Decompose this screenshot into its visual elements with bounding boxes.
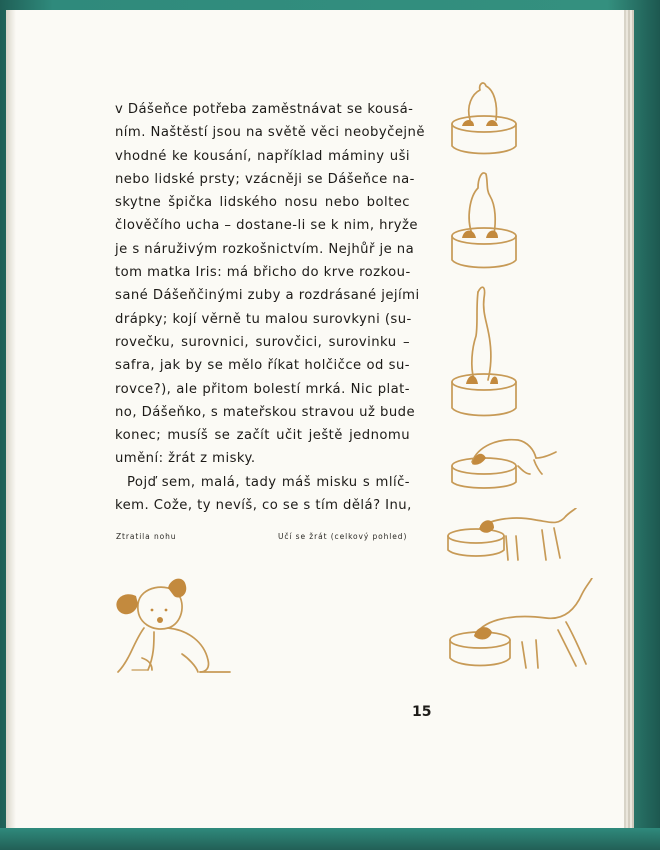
text-line: kem. Cože, ty nevíš, co se s tím dělá? Inu,: [115, 498, 412, 514]
text-line: no, Dášeňko, s mateřskou stravou už bude: [115, 404, 416, 420]
book-cover-bottom-edge: [0, 828, 660, 850]
text-line: člověčího ucha – dostane-li se k nim, hryže: [115, 218, 418, 234]
paragraph-1: [115, 98, 425, 471]
text-line: vhodné ke kousání, například máminy uši: [115, 148, 410, 164]
text-line: umění: žrát z misky.: [115, 451, 256, 467]
text-line: konec; musíš se začít učit ještě jednomu: [115, 428, 410, 444]
text-line: tom matka Iris: má břicho do krve rozkou-: [115, 265, 411, 281]
caption-learning-to-eat: Učí se žrát (celkový pohled): [278, 532, 408, 541]
text-line: rovečku, surovnici, surovčici, surovinku –: [115, 334, 410, 350]
paragraph-2: [115, 471, 410, 518]
page-gutter-shadow: [6, 10, 16, 830]
text-line: ním. Naštěstí jsou na světě věci neobyčejně: [115, 125, 425, 141]
text-line: Pojď sem, malá, tady máš misku s mlíč-: [127, 474, 410, 490]
body-text: [115, 98, 425, 517]
text-line: drápky; kojí věrně tu malou surovkyni (su-: [115, 311, 412, 327]
page-number: 15: [412, 704, 432, 720]
puppy-sitting-illustration: [108, 574, 238, 684]
puppy-bowl-illustration-6: [446, 578, 596, 674]
text-line: v Dášeňce potřeba zaměstnávat se kousá-: [115, 102, 414, 117]
text-line: sané Dášeňčinými zuby a rozdrásané jejími: [115, 288, 420, 304]
puppy-bowl-illustration-5: [446, 508, 580, 572]
puppy-bowl-illustration-4: [448, 428, 564, 498]
text-line: nebo lidské prsty; vzácněji se Dášeňce na-: [115, 171, 415, 187]
text-line: skytne špička lidského nosu nebo boltec: [115, 195, 410, 211]
puppy-bowl-illustration-2: [448, 166, 528, 276]
text-line: rovce?), ale přitom bolestí mrká. Nic plat-: [115, 381, 410, 397]
text-line: je s náruživým rozkošnictvím. Nejhůř je na: [115, 241, 415, 257]
puppy-bowl-illustration-1: [448, 76, 528, 160]
caption-lost-leg: Ztratila nohu: [116, 532, 177, 541]
puppy-bowl-illustration-3: [448, 284, 528, 424]
text-line: safra, jak by se mělo říkat holčičce od su-: [115, 358, 410, 374]
